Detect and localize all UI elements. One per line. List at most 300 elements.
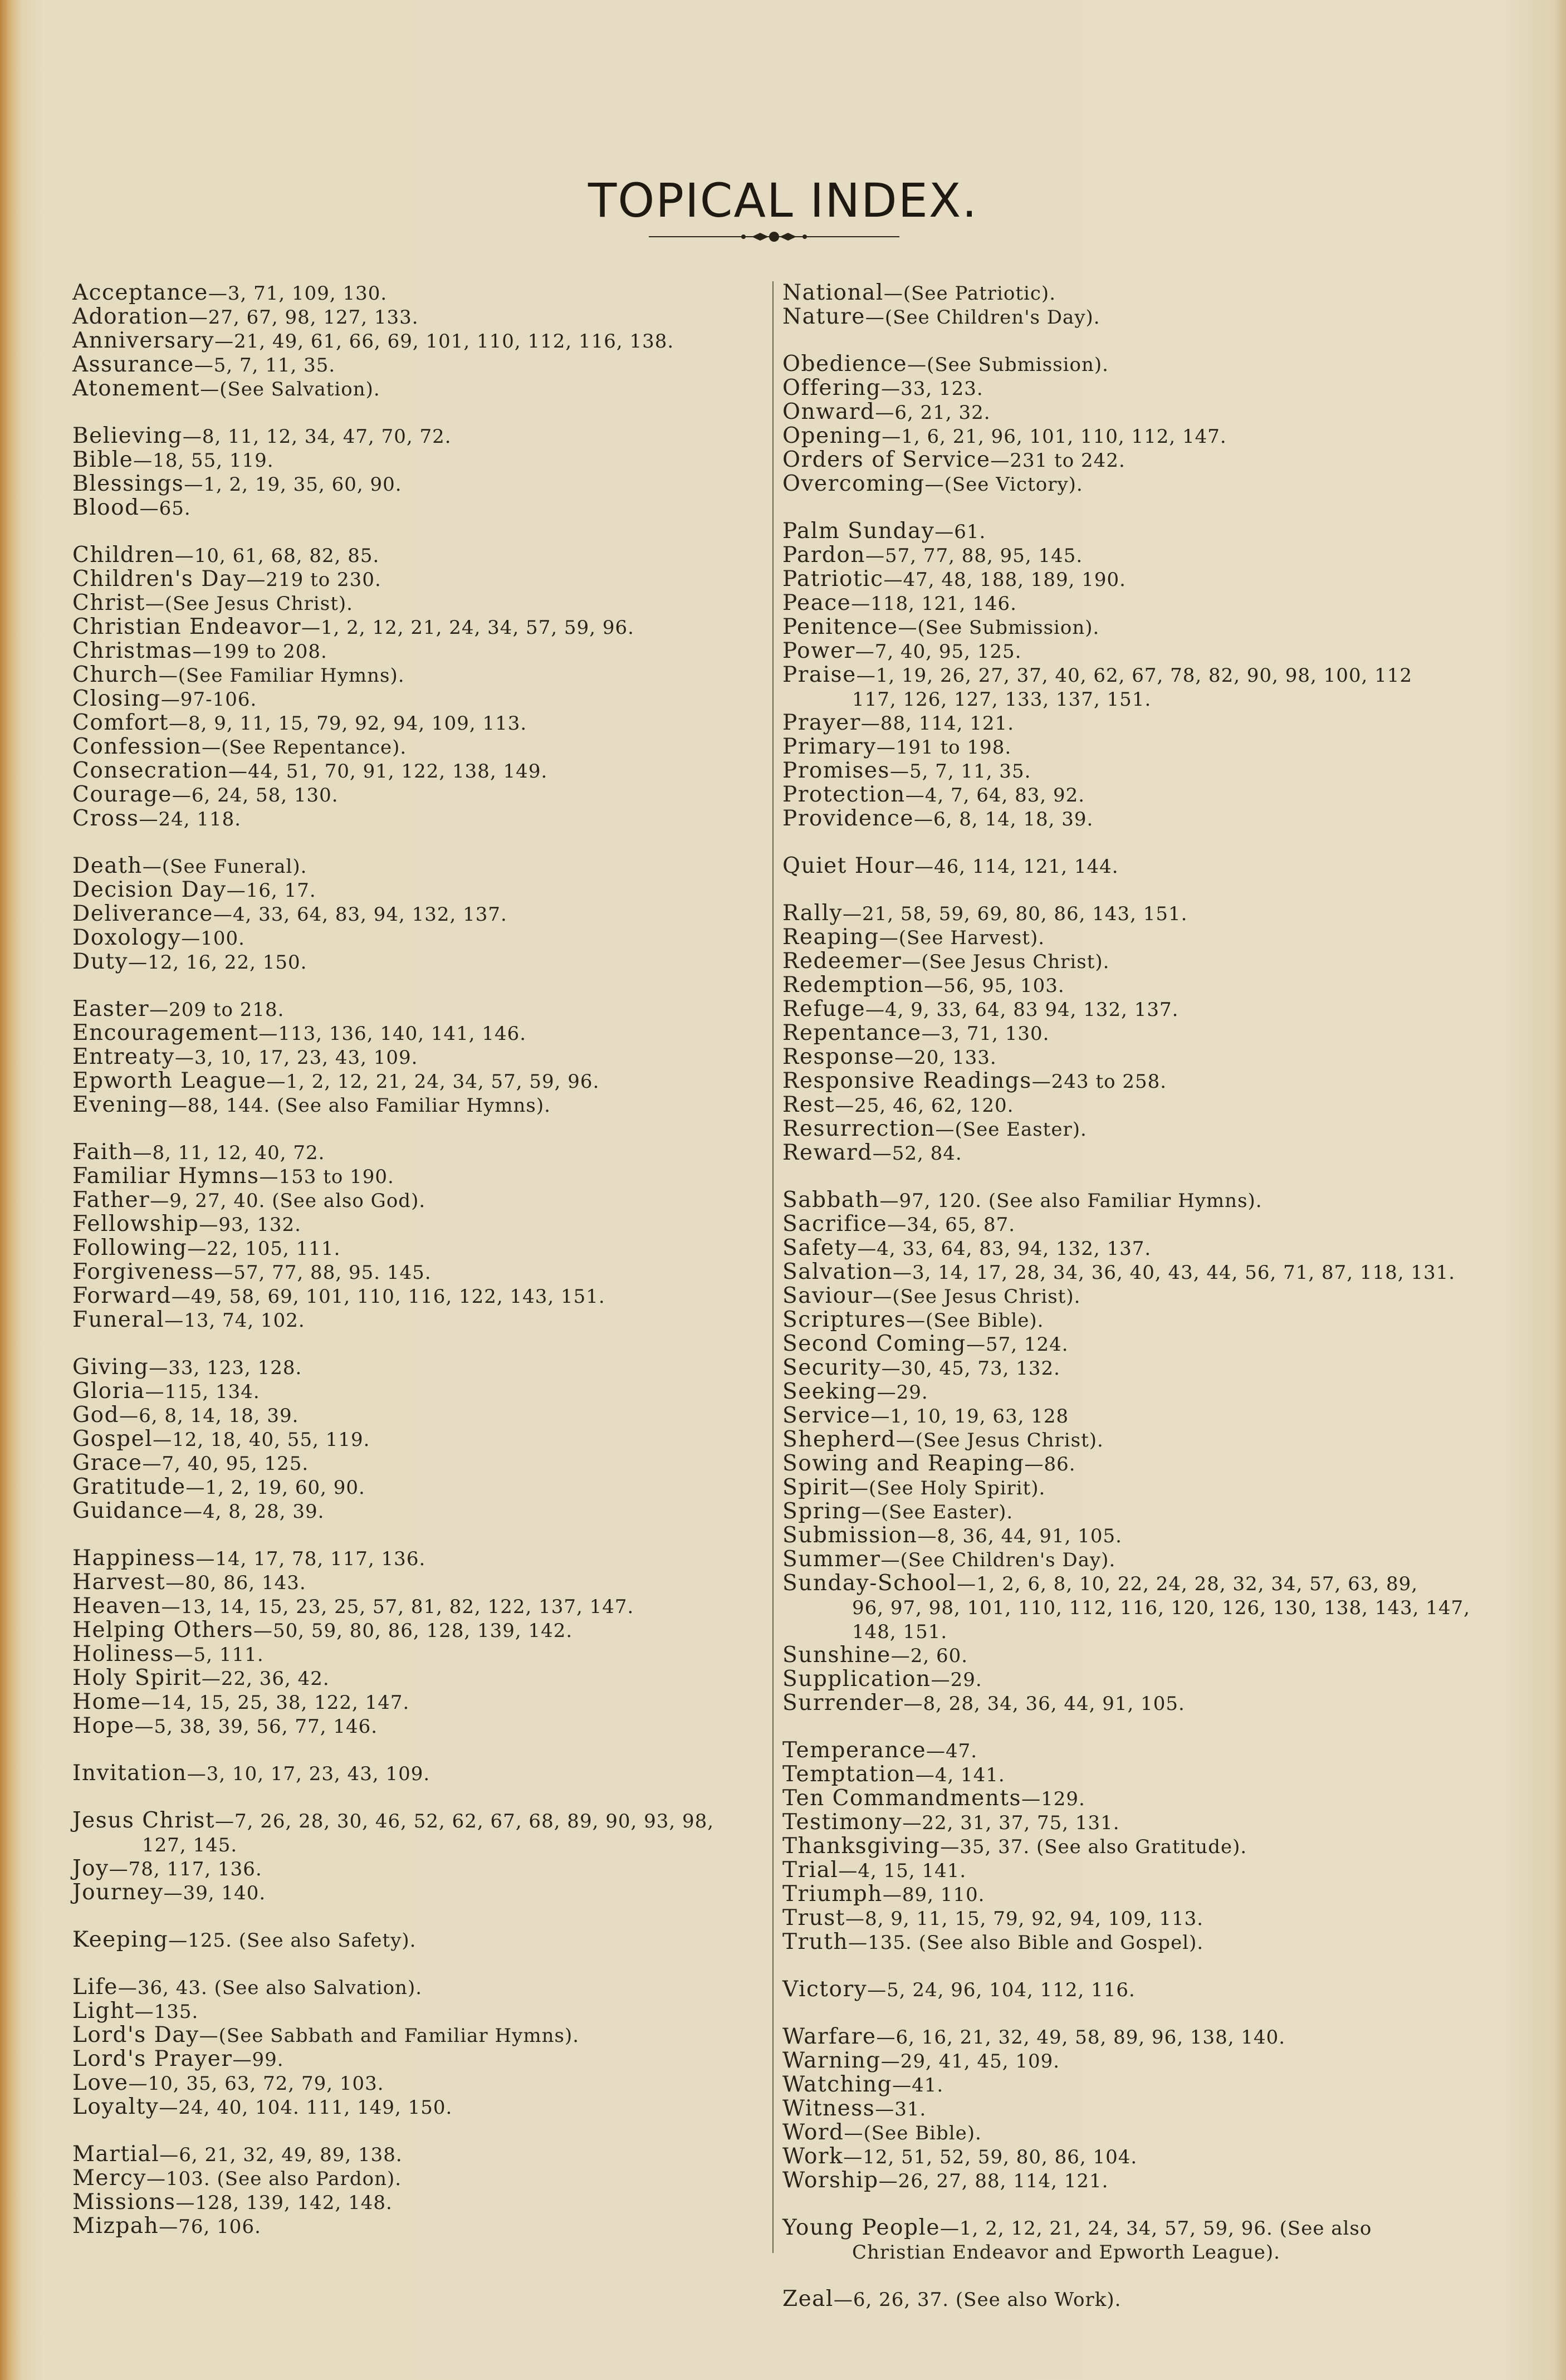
entry-term: Triumph	[782, 1881, 883, 1907]
entry-refs: —57, 77, 88, 95. 145.	[214, 1262, 432, 1284]
entry-refs: —(See Submission).	[907, 354, 1109, 376]
entry-term: Truth	[782, 1929, 849, 1954]
index-entry	[782, 472, 1506, 496]
index-entry	[72, 1547, 780, 1571]
index-entry	[72, 1260, 780, 1284]
index-entry	[72, 1165, 780, 1189]
entry-refs: —80, 86, 143.	[165, 1572, 306, 1594]
index-entry	[72, 615, 780, 639]
entry-term: Christian Endeavor	[72, 614, 302, 639]
index-entry	[72, 1093, 780, 1117]
entry-refs: —(See Submission).	[898, 617, 1100, 639]
entry-term: Response	[782, 1044, 895, 1069]
entry-refs: —29.	[877, 1381, 928, 1404]
entry-term: Repentance	[782, 1020, 922, 1045]
entry-term: Light	[72, 1998, 135, 2024]
entry-refs: —86.	[1024, 1453, 1076, 1475]
entry-term: Guidance	[72, 1498, 184, 1523]
entry-term: Entreaty	[72, 1044, 175, 1069]
index-entry	[782, 1692, 1506, 1716]
entry-term: Pardon	[782, 543, 865, 568]
index-entry	[782, 639, 1506, 663]
entry-refs: —(See Harvest).	[879, 927, 1045, 949]
index-entry	[72, 1356, 780, 1380]
index-entry	[782, 615, 1506, 639]
index-entry-continuation	[782, 1620, 1506, 1644]
entry-term: Responsive Readings	[782, 1068, 1032, 1093]
entry-term: Zeal	[782, 2286, 834, 2311]
entry-term: Gospel	[72, 1426, 153, 1452]
entry-term: Peace	[782, 590, 851, 615]
index-entry	[782, 1452, 1506, 1476]
entry-term: Safety	[782, 1235, 858, 1260]
entry-term: Submission	[782, 1523, 918, 1548]
index-entry	[782, 1380, 1506, 1404]
entry-refs: —(See Sabbath and Familiar Hymns).	[199, 2025, 580, 2047]
entry-refs: —34, 65, 87.	[887, 1214, 1016, 1236]
title-ornament-divider	[649, 226, 899, 248]
index-entry	[782, 854, 1506, 878]
index-entry	[782, 1644, 1506, 1668]
entry-refs: —12, 16, 22, 150.	[128, 951, 307, 974]
entry-refs: —47.	[926, 1740, 978, 1762]
entry-term: Journey	[72, 1880, 164, 1905]
index-entry	[72, 998, 780, 1022]
entry-term: Spring	[782, 1499, 862, 1524]
entry-refs: —18, 55, 119.	[133, 449, 274, 472]
entry-term: Easter	[72, 996, 150, 1022]
entry-term: Rest	[782, 1092, 835, 1117]
entry-term: Assurance	[72, 352, 194, 377]
index-entry	[72, 1619, 780, 1643]
index-entry	[782, 1931, 1506, 1954]
entry-refs: —12, 18, 40, 55, 119.	[153, 1429, 370, 1451]
entry-refs: —7, 26, 28, 30, 46, 52, 62, 67, 68, 89, 90, 93, 98,	[215, 1810, 715, 1832]
index-entry	[782, 1548, 1506, 1572]
index-entry	[72, 592, 780, 615]
entry-refs: —219 to 230.	[246, 569, 381, 591]
index-entry	[782, 998, 1506, 1022]
index-entry	[782, 1045, 1506, 1069]
entry-refs: —21, 58, 59, 69, 80, 86, 143, 151.	[843, 903, 1188, 925]
entry-term: Reward	[782, 1140, 873, 1165]
entry-refs: —191 to 198.	[876, 736, 1012, 759]
index-entry	[782, 377, 1506, 400]
entry-refs: —(See Jesus Christ).	[873, 1286, 1081, 1308]
entry-term: Refuge	[782, 996, 866, 1022]
entry-term: Reaping	[782, 925, 879, 950]
entry-term: Martial	[72, 2142, 160, 2167]
entry-refs: —22, 31, 37, 75, 131.	[902, 1812, 1120, 1834]
entry-refs: —(See Victory).	[924, 473, 1083, 496]
index-entry	[72, 424, 780, 448]
entry-term: Father	[72, 1187, 150, 1213]
index-entry	[782, 663, 1506, 687]
entry-refs: —6, 26, 37. (See also Work).	[833, 2289, 1122, 2311]
index-entry	[782, 1284, 1506, 1308]
entry-refs: —231 to 242.	[990, 449, 1125, 472]
entry-term: Fellowship	[72, 1211, 199, 1237]
index-entry	[72, 1690, 780, 1714]
index-entry	[72, 1881, 780, 1905]
entry-term: Christ	[72, 590, 145, 615]
index-entry	[72, 759, 780, 783]
page-title: TOPICAL INDEX.	[588, 173, 978, 228]
entry-refs: —57, 124.	[966, 1333, 1069, 1356]
index-entry	[72, 687, 780, 711]
entry-term: Love	[72, 2070, 129, 2095]
entry-refs: —128, 139, 142, 148.	[175, 2192, 393, 2214]
entry-term: Spirit	[782, 1475, 849, 1500]
entry-term: Offering	[782, 375, 882, 400]
entry-refs: —(See Jesus Christ).	[145, 593, 353, 615]
section-gap	[782, 878, 1506, 902]
section-gap	[72, 1952, 780, 1976]
section-gap	[72, 1738, 780, 1762]
entry-refs: —16, 17.	[226, 879, 316, 902]
index-entry	[782, 448, 1506, 472]
entry-refs: —6, 24, 58, 130.	[172, 784, 339, 807]
entry-refs: —3, 10, 17, 23, 43, 109.	[174, 1047, 418, 1069]
entry-term: Obedience	[782, 351, 908, 377]
entry-term: Courage	[72, 782, 172, 807]
entry-term: Lord's Day	[72, 2022, 199, 2047]
index-entry	[72, 1452, 780, 1475]
index-entry	[782, 1308, 1506, 1332]
index-entry	[782, 2169, 1506, 2193]
index-entry	[782, 520, 1506, 544]
entry-refs: —(See Patriotic).	[883, 282, 1056, 305]
entry-refs: —(See Familiar Hymns).	[158, 664, 405, 687]
entry-refs: —22, 36, 42.	[201, 1668, 330, 1690]
index-entry	[782, 2145, 1506, 2169]
entry-refs: —8, 11, 12, 40, 72.	[133, 1142, 325, 1164]
index-entry	[782, 2288, 1506, 2311]
index-entry	[782, 353, 1506, 377]
index-entry	[72, 281, 780, 305]
index-entry	[72, 1714, 780, 1738]
entry-term: Acceptance	[72, 280, 208, 305]
entry-refs: —115, 134.	[145, 1381, 260, 1403]
entry-refs: —46, 114, 121, 144.	[914, 856, 1119, 878]
entry-refs: —6, 8, 14, 18, 39.	[119, 1405, 299, 1427]
index-entry	[782, 735, 1506, 759]
entry-term: Onward	[782, 399, 875, 424]
entry-refs: —5, 111.	[174, 1644, 264, 1666]
entry-refs: —49, 58, 69, 101, 110, 116, 122, 143, 151.	[171, 1286, 605, 1308]
entry-term: Mercy	[72, 2166, 147, 2191]
entry-term: Loyalty	[72, 2094, 159, 2119]
index-entry	[782, 2216, 1506, 2240]
index-entry	[72, 1213, 780, 1237]
entry-term: Orders of Service	[782, 447, 991, 472]
entry-refs: —6, 21, 32.	[875, 402, 991, 424]
entry-term: Duty	[72, 949, 129, 974]
entry-term: Cross	[72, 806, 139, 831]
entry-refs: —(See Holy Spirit).	[849, 1477, 1046, 1499]
index-entry	[782, 2073, 1506, 2097]
entry-term: Work	[782, 2144, 844, 2169]
entry-term: Christmas	[72, 638, 193, 663]
index-column-right	[782, 281, 1506, 2311]
section-gap	[72, 401, 780, 424]
index-entry	[782, 1476, 1506, 1500]
section-gap	[72, 1332, 780, 1356]
entry-term: Home	[72, 1689, 141, 1714]
index-entry	[72, 1857, 780, 1881]
entry-term: Warfare	[782, 2024, 877, 2049]
entry-refs: —1, 2, 12, 21, 24, 34, 57, 59, 96. (See also	[940, 2217, 1372, 2240]
entry-refs: —(See Repentance).	[202, 736, 407, 759]
entry-refs: —6, 21, 32, 49, 89, 138.	[159, 2144, 403, 2166]
entry-refs: —88, 144. (See also Familiar Hymns).	[168, 1094, 551, 1117]
entry-term: Gratitude	[72, 1474, 186, 1499]
index-entry	[72, 472, 780, 496]
entry-term: Doxology	[72, 925, 182, 950]
index-entry	[782, 1787, 1506, 1811]
entry-refs: —14, 17, 78, 117, 136.	[195, 1548, 426, 1570]
index-entry	[72, 2071, 780, 2095]
entry-term: Opening	[782, 423, 882, 448]
entry-refs: —14, 15, 25, 38, 122, 147.	[141, 1692, 410, 1714]
index-entry	[782, 1883, 1506, 1907]
index-entry	[72, 1022, 780, 1045]
index-entry	[782, 305, 1506, 329]
entry-term: Missions	[72, 2190, 176, 2215]
entry-refs: Christian Endeavor and Epworth League).	[852, 2241, 1280, 2264]
entry-refs: —25, 46, 62, 120.	[835, 1094, 1014, 1117]
index-entry	[72, 711, 780, 735]
index-entry	[72, 639, 780, 663]
entry-term: Holy Spirit	[72, 1665, 202, 1690]
index-entry	[782, 2025, 1506, 2049]
index-entry	[782, 1117, 1506, 1141]
entry-term: Encouragement	[72, 1020, 259, 1045]
entry-refs: —4, 141.	[915, 1764, 1005, 1786]
entry-term: Protection	[782, 782, 906, 807]
index-entry	[72, 496, 780, 520]
entry-refs: —(See Jesus Christ).	[902, 951, 1110, 973]
entry-refs: —8, 11, 12, 34, 47, 70, 72.	[182, 426, 452, 448]
entry-term: Ten Commandments	[782, 1786, 1022, 1811]
index-entry	[782, 592, 1506, 615]
entry-refs: —97, 120. (See also Familiar Hymns).	[879, 1190, 1262, 1212]
index-entry	[72, 1189, 780, 1213]
index-entry	[72, 807, 780, 831]
index-entry	[72, 783, 780, 807]
index-entry	[72, 2143, 780, 2167]
entry-term: Jesus Christ	[72, 1808, 216, 1833]
entry-term: Adoration	[72, 304, 189, 329]
entry-refs: —50, 59, 80, 86, 128, 139, 142.	[253, 1620, 573, 1642]
entry-term: Sowing and Reaping	[782, 1451, 1025, 1476]
entry-refs: —103. (See also Pardon).	[146, 2168, 402, 2190]
entry-refs: —10, 61, 68, 82, 85.	[174, 545, 380, 567]
index-entry	[782, 902, 1506, 926]
entry-term: Overcoming	[782, 471, 925, 496]
entry-term: Faith	[72, 1140, 133, 1165]
index-entry	[72, 305, 780, 329]
index-entry	[782, 2097, 1506, 2121]
entry-refs: —1, 19, 26, 27, 37, 40, 62, 67, 78, 82, 90, 98, 100, 112	[856, 664, 1413, 687]
entry-term: Bible	[72, 447, 134, 472]
entry-refs: —4, 33, 64, 83, 94, 132, 137.	[213, 903, 507, 926]
entry-term: Prayer	[782, 710, 861, 735]
entry-term: Warning	[782, 2048, 881, 2073]
entry-refs: —4, 9, 33, 64, 83 94, 132, 137.	[865, 999, 1179, 1021]
entry-refs: —(See Salvation).	[200, 378, 380, 400]
entry-refs: —(See Children's Day).	[880, 1549, 1116, 1571]
index-entry	[72, 854, 780, 878]
entry-term: Gloria	[72, 1379, 145, 1404]
entry-refs: —1, 6, 21, 96, 101, 110, 112, 147.	[882, 426, 1227, 448]
index-entry	[72, 1809, 780, 1833]
index-entry	[72, 1045, 780, 1069]
entry-refs: —118, 121, 146.	[851, 593, 1017, 615]
entry-refs: —129.	[1021, 1788, 1085, 1810]
entry-term: Power	[782, 638, 855, 663]
index-entry-continuation	[782, 1596, 1506, 1620]
index-entry	[782, 1907, 1506, 1931]
index-entry	[782, 400, 1506, 424]
entry-term: Providence	[782, 806, 914, 831]
index-entry	[72, 2000, 780, 2024]
index-entry	[72, 1499, 780, 1523]
index-entry	[72, 568, 780, 592]
entry-term: Victory	[782, 1977, 868, 2002]
index-entry	[782, 1260, 1506, 1284]
index-entry-continuation	[782, 687, 1506, 711]
index-entry	[782, 281, 1506, 305]
index-entry	[782, 926, 1506, 950]
entry-refs: —1, 2, 12, 21, 24, 34, 57, 59, 96.	[301, 617, 634, 639]
entry-term: Watching	[782, 2072, 893, 2097]
entry-term: Following	[72, 1235, 188, 1260]
entry-refs: —61.	[934, 521, 986, 543]
entry-term: God	[72, 1402, 120, 1428]
entry-refs: —29.	[931, 1669, 982, 1691]
entry-term: Familiar Hymns	[72, 1164, 260, 1189]
entry-term: Supplication	[782, 1667, 931, 1692]
index-entry	[782, 783, 1506, 807]
index-entry	[782, 1237, 1506, 1260]
index-entry	[72, 1762, 780, 1786]
section-gap	[782, 1954, 1506, 1978]
entry-refs: —56, 95, 103.	[924, 975, 1065, 997]
entry-refs: —97-106.	[160, 688, 257, 711]
entry-term: Life	[72, 1975, 118, 2000]
index-entry	[782, 1763, 1506, 1787]
entry-term: Funeral	[72, 1307, 165, 1332]
index-entry	[782, 1572, 1506, 1596]
entry-refs: —10, 35, 63, 72, 79, 103.	[128, 2073, 384, 2095]
entry-refs: —(See Easter).	[861, 1501, 1014, 1523]
entry-refs: —12, 51, 52, 59, 80, 86, 104.	[843, 2146, 1138, 2168]
entry-term: Scriptures	[782, 1307, 907, 1332]
index-entry	[72, 2095, 780, 2119]
entry-term: Church	[72, 662, 159, 687]
entry-refs: —(See Bible).	[906, 1309, 1044, 1332]
index-entry	[72, 2167, 780, 2191]
entry-refs: —8, 28, 34, 36, 44, 91, 105.	[903, 1693, 1185, 1715]
entry-term: Temperance	[782, 1738, 927, 1763]
entry-term: Joy	[72, 1856, 109, 1881]
entry-term: Holiness	[72, 1641, 174, 1667]
index-entry	[72, 1475, 780, 1499]
entry-term: Security	[782, 1355, 882, 1380]
index-entry	[72, 2215, 780, 2239]
entry-refs: —8, 9, 11, 15, 79, 92, 94, 109, 113.	[169, 712, 527, 735]
entry-term: Heaven	[72, 1594, 162, 1619]
entry-term: Blessings	[72, 471, 184, 496]
index-entry	[72, 1308, 780, 1332]
index-entry	[72, 1404, 780, 1428]
entry-refs: 127, 145.	[142, 1834, 238, 1856]
entry-refs: —4, 8, 28, 39.	[183, 1501, 325, 1523]
entry-term: Forward	[72, 1283, 172, 1308]
entry-term: National	[782, 280, 884, 305]
entry-term: Invitation	[72, 1761, 187, 1786]
index-entry-continuation	[782, 2240, 1506, 2264]
entry-term: Summer	[782, 1547, 881, 1572]
entry-term: Keeping	[72, 1927, 169, 1952]
entry-refs: —113, 136, 140, 141, 146.	[258, 1023, 527, 1045]
index-entry	[782, 1811, 1506, 1835]
entry-refs: —100.	[181, 927, 245, 950]
entry-term: Hope	[72, 1713, 135, 1738]
entry-refs: —24, 118.	[139, 808, 242, 830]
entry-refs: —1, 2, 19, 60, 90.	[185, 1477, 365, 1499]
entry-refs: —57, 77, 88, 95, 145.	[865, 545, 1083, 567]
index-entry	[782, 1978, 1506, 2002]
entry-term: Blood	[72, 495, 140, 520]
index-entry	[72, 950, 780, 974]
entry-term: Mizpah	[72, 2213, 159, 2239]
index-entry	[72, 1237, 780, 1260]
entry-term: Word	[782, 2120, 844, 2145]
index-entry	[72, 1667, 780, 1690]
index-entry	[72, 1571, 780, 1595]
entry-term: Sacrifice	[782, 1211, 888, 1237]
entry-refs: —135.	[134, 2001, 199, 2023]
entry-term: Redemption	[782, 972, 924, 998]
entry-term: Young People	[782, 2215, 941, 2240]
entry-refs: —3, 10, 17, 23, 43, 109.	[187, 1763, 430, 1785]
index-entry	[782, 424, 1506, 448]
index-entry	[72, 926, 780, 950]
index-entry	[72, 1069, 780, 1093]
index-entry	[782, 1332, 1506, 1356]
index-entry	[782, 759, 1506, 783]
entry-refs: —8, 36, 44, 91, 105.	[917, 1525, 1122, 1547]
entry-refs: —89, 110.	[882, 1884, 985, 1906]
entry-term: Primary	[782, 734, 877, 759]
index-entry	[782, 1500, 1506, 1524]
index-entry	[782, 711, 1506, 735]
entry-term: Nature	[782, 304, 865, 329]
entry-refs: —2, 60.	[890, 1645, 968, 1667]
entry-refs: —(See Bible).	[844, 2122, 982, 2144]
index-entry	[72, 663, 780, 687]
entry-term: Palm Sunday	[782, 519, 935, 544]
index-entry	[72, 1380, 780, 1404]
entry-term: Worship	[782, 2168, 879, 2193]
entry-refs: —20, 133.	[894, 1047, 997, 1069]
index-entry	[782, 2049, 1506, 2073]
entry-refs: —5, 38, 39, 56, 77, 146.	[134, 1716, 378, 1738]
entry-refs: —22, 105, 111.	[187, 1238, 341, 1260]
entry-term: Epworth League	[72, 1068, 267, 1093]
